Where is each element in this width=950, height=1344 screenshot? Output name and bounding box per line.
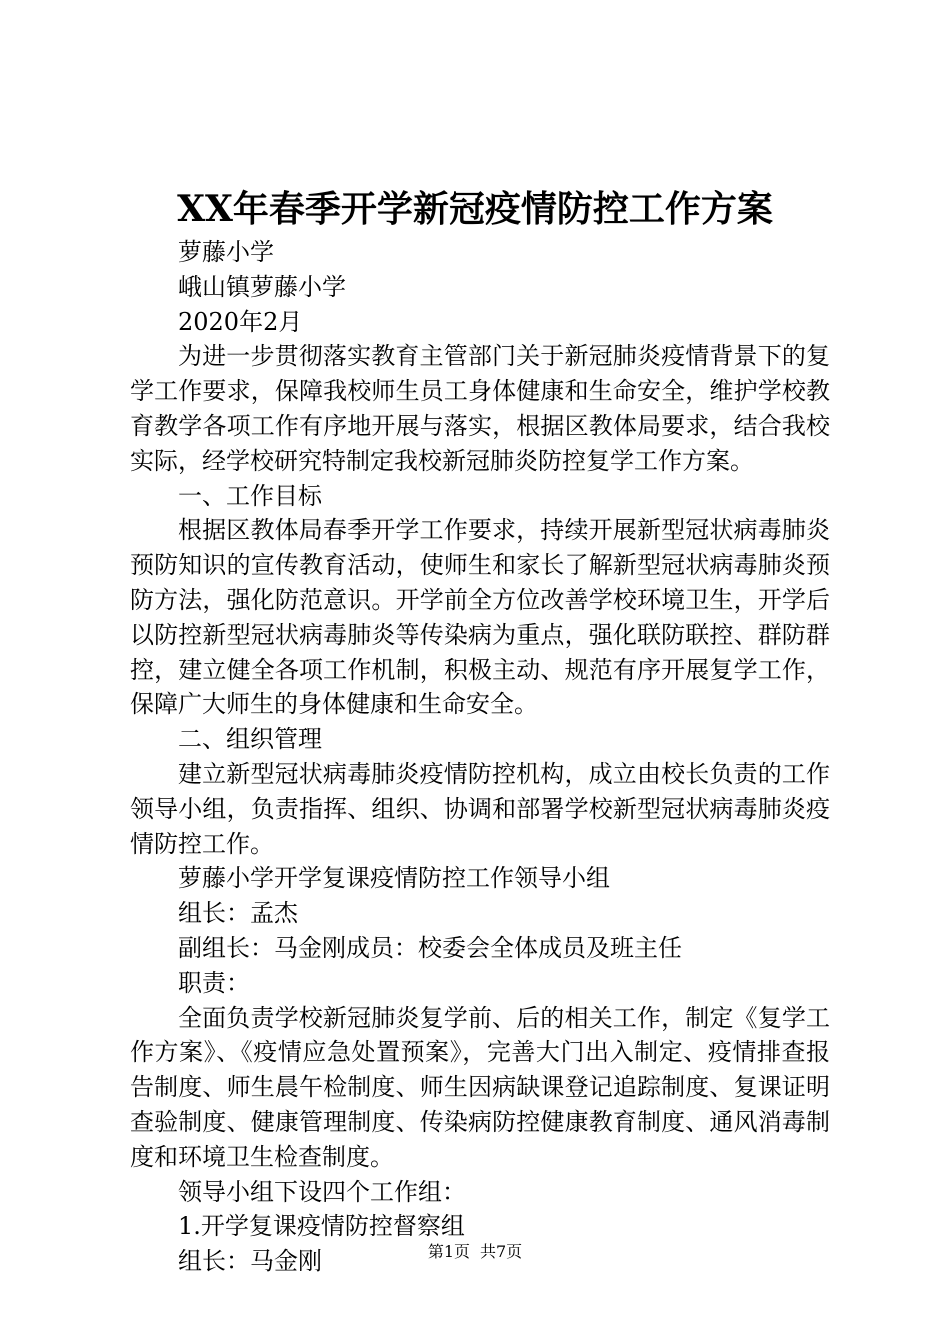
document-body <box>130 235 830 1279</box>
subgroup-1-name: 1.开学复课疫情防控督察组 <box>178 1212 465 1241</box>
page-number: 第1页 <box>427 1242 470 1261</box>
subgroups-intro: 领导小组下设四个工作组： <box>178 1177 466 1206</box>
intro-paragraph: 为进一步贯彻落实教育主管部门关于新冠肺炎疫情背景下的复学工作要求，保障我校师生员工身体健康和生命安全，维护学校教育教学各项工作有序地开展与落实，根据区教体局要求，结合我校实际，经学校研究特制定我校新冠肺炎防控复学工作方案。 <box>130 342 830 475</box>
document-date: 2020年2月 <box>178 307 303 336</box>
page-total: 共7页 <box>480 1242 523 1261</box>
section-heading-organization: 二、组织管理 <box>178 725 322 754</box>
group-leader: 组长：孟杰 <box>178 899 298 928</box>
leading-group-name: 萝藤小学开学复课疫情防控工作领导小组 <box>178 864 610 893</box>
duty-paragraph: 全面负责学校新冠肺炎复学前、后的相关工作，制定《复学工作方案》、《疫情应急处置预案》，完善大门出入制定、疫情排查报告制度、师生晨午检制度、师生因病缺课登记追踪制度、复课证明查验制度、健康管理制度、传染病防控健康教育制度、通风消毒制度和环境卫生检查制度。 <box>130 1003 830 1171</box>
goals-paragraph: 根据区教体局春季开学工作要求，持续开展新型冠状病毒肺炎预防知识的宣传教育活动，使师生和家长了解新型冠状病毒肺炎预防方法，强化防范意识。开学前全方位改善学校环境卫生，开学后以防控新型冠状病毒肺炎等传染病为重点，强化联防联控、群防群控，建立健全各项工作机制，积极主动、规范有序开展复学工作，保障广大师生的身体健康和生命安全。 <box>130 516 830 719</box>
subgroup-1-leader: 组长：马金刚 <box>178 1247 322 1276</box>
school-short-name: 萝藤小学 <box>178 238 274 266</box>
group-deputy-members: 副组长：马金刚成员：校委会全体成员及班主任 <box>178 933 682 962</box>
school-full-name: 峨山镇萝藤小学 <box>178 272 346 301</box>
document-title: XX年春季开学新冠疫情防控工作方案 <box>177 188 773 230</box>
page-footer <box>0 1240 950 1264</box>
duty-heading: 职责： <box>178 968 250 997</box>
organization-paragraph: 建立新型冠状病毒肺炎疫情防控机构，成立由校长负责的工作领导小组，负责指挥、组织、协调和部署学校新型冠状病毒肺炎疫情防控工作。 <box>130 759 830 858</box>
section-heading-goals: 一、工作目标 <box>178 481 322 510</box>
